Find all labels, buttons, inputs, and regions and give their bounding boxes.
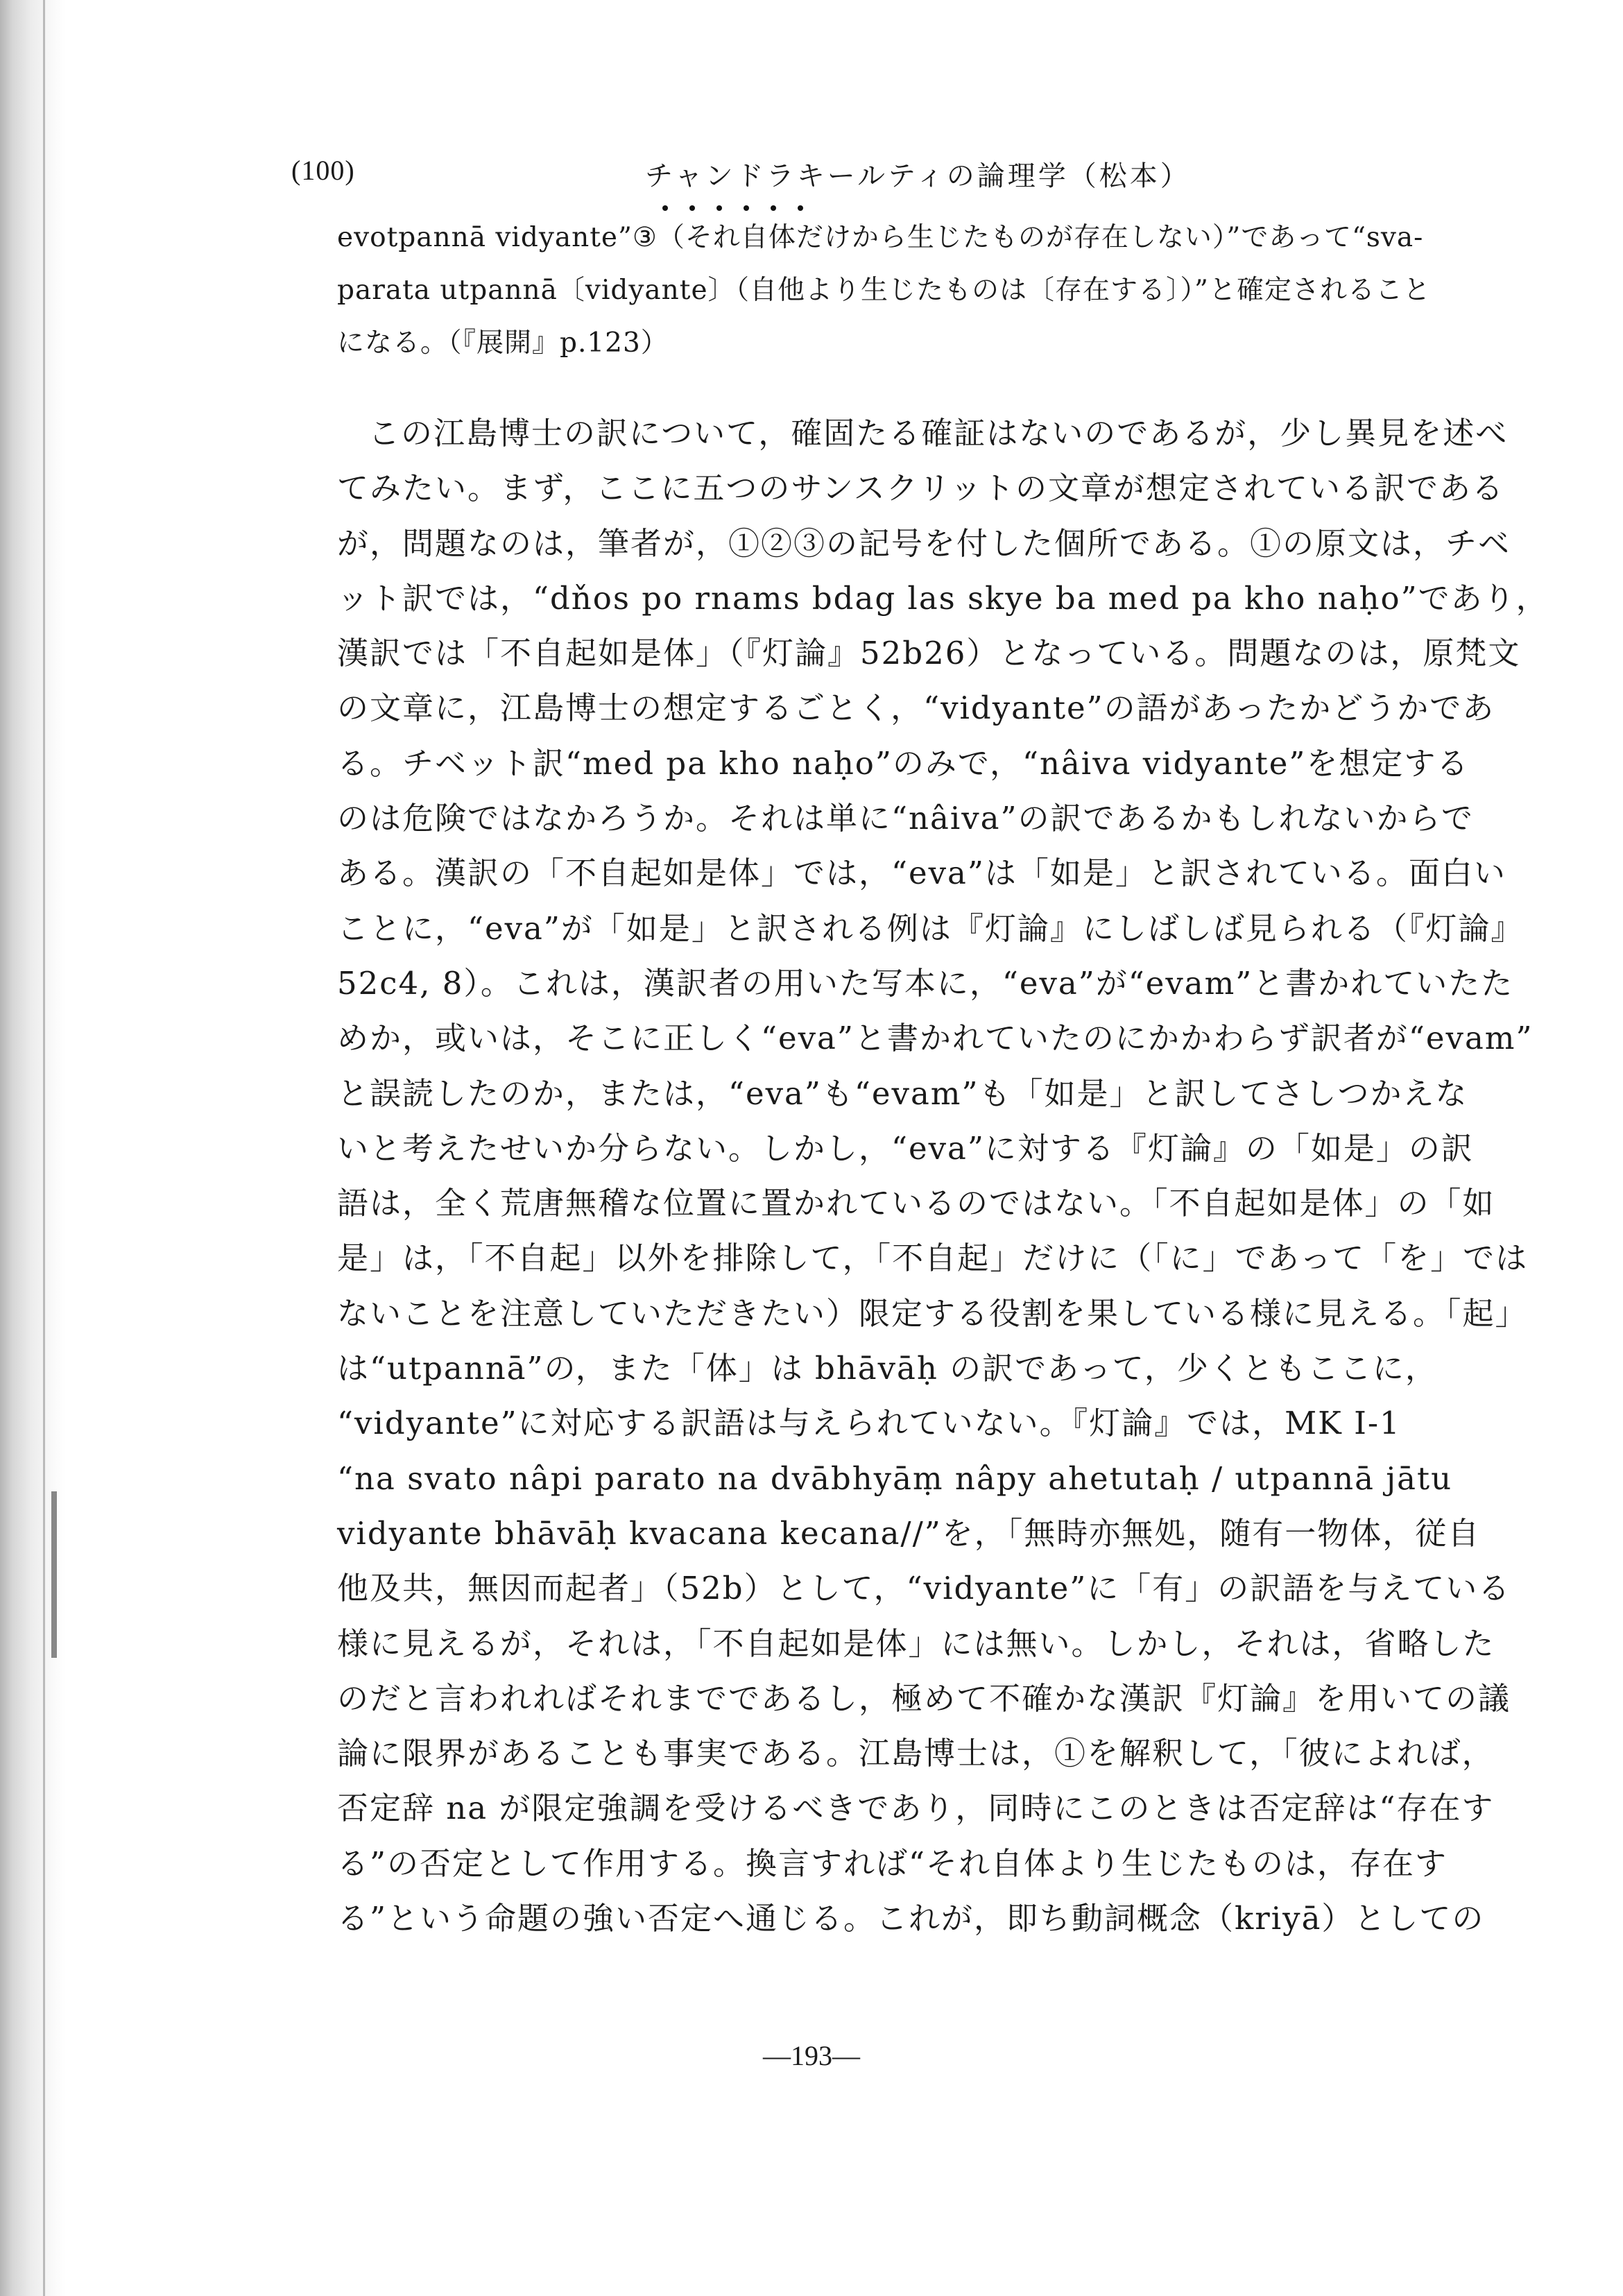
body-line: 否定辞 na が限定強調を受けるべきであり，同時にこのときは否定辞は“存在す bbox=[337, 1790, 1495, 1827]
body-line: は“utpannā”の，また「体」は bhāvāḥ の訳であって，少くともここに， bbox=[337, 1350, 1438, 1387]
body-line: ット訳では，“dňos po rnams bdag las skye ba med pa kho naḥo”であり， bbox=[337, 579, 1549, 617]
body-line: のだと言われればそれまでであるし，極めて不確かな漢訳『灯論』を用いての議 bbox=[337, 1679, 1511, 1717]
body-line: る”の否定として作用する。換言すれば“それ自体より生じたものは，存在す bbox=[337, 1844, 1448, 1882]
body-line: 様に見えるが，それは，「不自起如是体」には無い。しかし，それは，省略した bbox=[337, 1625, 1495, 1662]
body-line: いと考えたせいか分らない。しかし，“eva”に対する『灯論』の「如是」の訳 bbox=[337, 1129, 1474, 1167]
scan-binding-mark bbox=[51, 1491, 57, 1658]
body-line: めか，或いは，そこに正しく“eva”と書かれていたのにかかわらず訳者が“evam” bbox=[337, 1020, 1534, 1057]
body-line: てみたい。まず，ここに五つのサンスクリットの文章が想定されている訳である bbox=[337, 470, 1505, 507]
body-line: 他及共，無因而起者」（52b）として，“vidyante”に「有」の訳語を与えている bbox=[337, 1570, 1511, 1607]
body-line: “vidyante”に対応する訳語は与えられていない。『灯論』では，MK I-1 bbox=[337, 1405, 1401, 1442]
body-line: が，問題なのは，筆者が，①②③の記号を付した個所である。①の原文は，チベ bbox=[337, 524, 1511, 562]
body-line: 是」は，「不自起」以外を排除して，「不自起」だけに（「に」であって「を」では bbox=[337, 1240, 1529, 1277]
block-quote bbox=[337, 212, 1537, 370]
body-line: のは危険ではなかろうか。それは単に“nâiva”の訳であるかもしれないからで bbox=[337, 800, 1475, 837]
scan-binding-line bbox=[43, 0, 45, 2296]
quote-line: evotpannā vidyante”③（それ自体だけから生じたものが存在しない）”であって“sva- bbox=[337, 222, 1424, 253]
body-line: と誤読したのか，または，“eva”も“evam”も「如是」と訳してさしつかえな bbox=[337, 1074, 1468, 1112]
body-line: 52c4, 8）。これは，漢訳者の用いた写本に，“eva”が“evam”と書かれていたた bbox=[337, 964, 1514, 1002]
body-line: ことに，“eva”が「如是」と訳される例は『灯論』にしばしば見られる（『灯論』 bbox=[337, 909, 1524, 947]
emphasis-dot bbox=[798, 205, 803, 211]
page-header bbox=[291, 154, 1540, 198]
header-page-number: (100) bbox=[291, 155, 355, 186]
quote-line: parata utpannā〔vidyante〕（自他より生じたものは〔存在する〕）”と確定されること bbox=[337, 275, 1431, 306]
quote-line: になる。（『展開』p.123） bbox=[337, 327, 669, 359]
body-line: 語は，全く荒唐無稽な位置に置かれているのではない。「不自起如是体」の「如 bbox=[337, 1185, 1495, 1222]
body-line: る。チベット訳“med pa kho naḥo”のみで，“nâiva vidyante”を想定する bbox=[337, 744, 1470, 782]
body-line: 論に限界があることも事実である。江島博士は，①を解釈して，「彼によれば， bbox=[337, 1735, 1495, 1772]
emphasis-dot bbox=[662, 205, 668, 211]
body-line: “na svato nâpi parato na dvābhyāṃ nâpy ahetutaḥ / utpannā jātu bbox=[337, 1459, 1453, 1497]
body-line: る”という命題の強い否定へ通じる。これが，即ち動詞概念（kriyā）としての bbox=[337, 1900, 1485, 1937]
footer-page-number: —193— bbox=[763, 2040, 860, 2071]
emphasis-dot bbox=[771, 205, 776, 211]
emphasis-dot bbox=[689, 205, 695, 211]
body-line: の文章に，江島博士の想定するごとく，“vidyante”の語があったかどうかであ bbox=[337, 689, 1495, 727]
running-title: チャンドラキールティの論理学（松本） bbox=[645, 160, 1191, 192]
scan-margin-shadow bbox=[0, 0, 66, 2296]
body-line: vidyante bhāvāḥ kvacana kecana//”を，「無時亦無処，随有一物体，従自 bbox=[337, 1514, 1481, 1552]
body-line: 漢訳では「不自起如是体」（『灯論』52b26）となっている。問題なのは，原梵文 bbox=[337, 635, 1521, 672]
emphasis-dot bbox=[744, 205, 749, 211]
body-line: ないことを注意していただきたい）限定する役割を果している様に見える。「起」 bbox=[337, 1294, 1528, 1332]
body-paragraph bbox=[337, 406, 1549, 1946]
body-line: この江島博士の訳について，確固たる確証はないのであるが，少し異見を述べ bbox=[368, 415, 1509, 452]
body-line: ある。漢訳の「不自起如是体」では，“eva”は「如是」と訳されている。面白い bbox=[337, 855, 1506, 892]
emphasis-dot bbox=[716, 205, 722, 211]
